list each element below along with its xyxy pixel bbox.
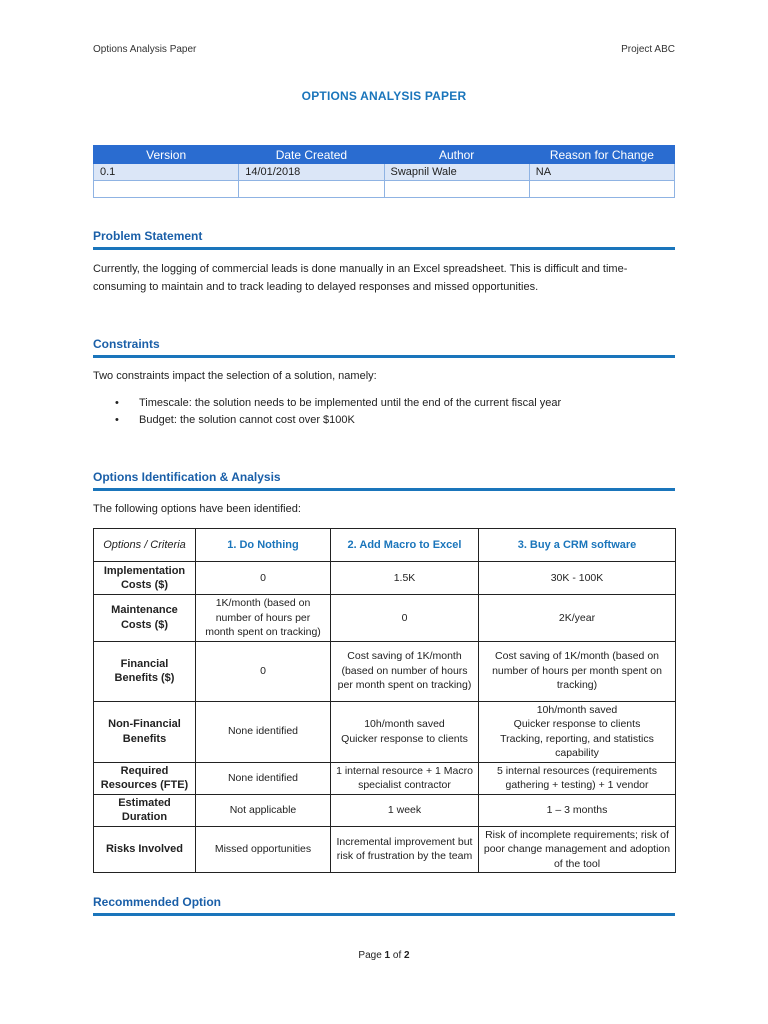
table-cell: Risk of incomplete requirements; risk of poor change management and adoption of the tool (479, 826, 676, 873)
table-cell: 1.5K (331, 562, 479, 595)
options-heading: Options Identification & Analysis (93, 470, 675, 491)
options-analysis-table (93, 528, 676, 873)
document-title: OPTIONS ANALYSIS PAPER (301, 89, 467, 103)
total-pages: 2 (404, 950, 410, 961)
problem-statement-heading: Problem Statement (93, 229, 675, 250)
table-row (94, 794, 676, 826)
problem-statement-text: Currently, the logging of commercial leads is done manually in an Excel spreadsheet. This is difficult and time-consuming to maintain and to track leading to delayed responses and missed opportunities. (93, 263, 628, 293)
page-of-label: of (390, 950, 405, 961)
page-label: Page (358, 950, 385, 961)
table-cell: 0.1 (94, 164, 239, 181)
header-document-name: Options Analysis Paper (93, 44, 197, 55)
reason-for-change-column-header: Reason for Change (529, 146, 674, 164)
table-row (94, 701, 676, 762)
list-item: • Budget: the solution cannot cost over $100K (93, 412, 653, 429)
table-cell: None identified (196, 762, 331, 794)
table-row (94, 181, 675, 198)
table-cell: Cost saving of 1K/month (based on number of hours per month spent on tracking) (479, 641, 676, 701)
table-cell: 1 – 3 months (479, 794, 676, 826)
version-history-table (93, 145, 675, 198)
table-cell (94, 181, 239, 198)
table-row (94, 562, 676, 595)
table-cell: 0 (331, 595, 479, 642)
table-cell (384, 181, 529, 198)
options-header-row (94, 529, 676, 562)
list-item: • Timescale: the solution needs to be implemented until the end of the current fiscal year (93, 395, 653, 412)
table-cell: Incremental improvement but risk of frustration by the team (331, 826, 479, 873)
header-project-name: Project ABC (621, 44, 675, 55)
page-number (0, 950, 768, 961)
table-row (94, 164, 675, 181)
criteria-label: Non-Financial Benefits (94, 701, 196, 762)
table-cell: 1 internal resource + 1 Macro specialist contractor (331, 762, 479, 794)
table-cell: 5 internal resources (requirements gathering + testing) + 1 vendor (479, 762, 676, 794)
table-cell: 0 (196, 562, 331, 595)
option-header-do-nothing: 1. Do Nothing (196, 529, 331, 562)
table-row (94, 595, 676, 642)
table-cell (239, 181, 384, 198)
constraints-intro: Two constraints impact the selection of a solution, namely: (93, 370, 377, 382)
constraints-heading: Constraints (93, 337, 675, 358)
current-page: 1 (384, 950, 391, 961)
criteria-header: Options / Criteria (94, 529, 196, 562)
table-cell: 30K - 100K (479, 562, 676, 595)
option-header-add-macro: 2. Add Macro to Excel (331, 529, 479, 562)
criteria-label: Financial Benefits ($) (94, 641, 196, 701)
table-cell: 1K/month (based on number of hours per month spent on tracking) (196, 595, 331, 642)
table-cell (529, 181, 674, 198)
table-cell: None identified (196, 701, 331, 762)
criteria-label: Risks Involved (94, 826, 196, 873)
criteria-label: Maintenance Costs ($) (94, 595, 196, 642)
options-intro: The following options have been identified: (93, 503, 301, 515)
criteria-label: Implementation Costs ($) (94, 562, 196, 595)
option-header-buy-crm: 3. Buy a CRM software (479, 529, 676, 562)
table-cell: NA (529, 164, 674, 181)
criteria-label: Estimated Duration (94, 794, 196, 826)
version-table-header-row (94, 146, 675, 164)
table-cell: Missed opportunities (196, 826, 331, 873)
recommended-option-heading: Recommended Option (93, 895, 675, 916)
date-created-column-header: Date Created (239, 146, 384, 164)
table-row (94, 641, 676, 701)
table-cell: 14/01/2018 (239, 164, 384, 181)
table-cell: Cost saving of 1K/month (based on number of hours per month spent on tracking) (331, 641, 479, 701)
table-row (94, 762, 676, 794)
table-cell: 0 (196, 641, 331, 701)
table-cell: 10h/month saved Quicker response to clients (331, 701, 479, 762)
criteria-label: Required Resources (FTE) (94, 762, 196, 794)
table-cell: 2K/year (479, 595, 676, 642)
table-cell: Swapnil Wale (384, 164, 529, 181)
table-row (94, 826, 676, 873)
author-column-header: Author (384, 146, 529, 164)
table-cell: Not applicable (196, 794, 331, 826)
table-cell: 10h/month saved Quicker response to clients Tracking, reporting, and statistics capability (479, 701, 676, 762)
table-cell: 1 week (331, 794, 479, 826)
version-column-header: Version (94, 146, 239, 164)
constraints-list (93, 395, 653, 429)
